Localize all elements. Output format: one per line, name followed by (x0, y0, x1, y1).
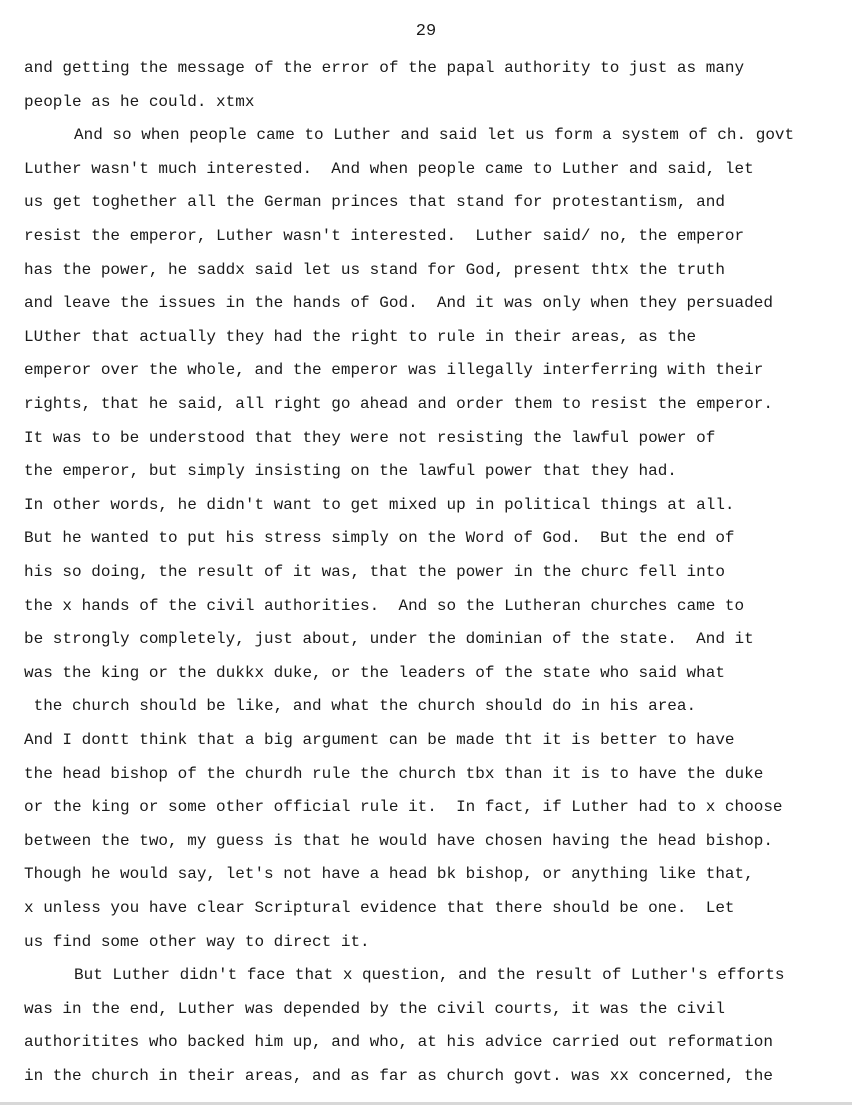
text-line: in the church in their areas, and as far as church govt. was xx concerned, the (24, 1067, 773, 1085)
text-line: the emperor, but simply insisting on the lawful power that they had. (24, 462, 677, 481)
text-line: But Luther didn't face that x question, and the result of Luther's efforts (74, 966, 785, 985)
text-line: and getting the message of the error of the papal authority to just as many (24, 59, 745, 77)
text-line: In other words, he didn't want to get mixed up in political things at all. (24, 495, 735, 514)
text-line: or the king or some other official rule it. In fact, if Luther had to x choose (24, 798, 783, 817)
text-line: be strongly completely, just about, under the dominian of the state. And it (24, 630, 754, 649)
text-line: And I dontt think that a big argument can be made tht it is better to have (24, 731, 735, 749)
text-line: between the two, my guess is that he would have chosen having the head bishop. (24, 831, 773, 850)
text-line: us find some other way to direct it. (24, 932, 370, 951)
text-line: But he wanted to put his stress simply on the Word of God. But the end of (24, 529, 735, 548)
text-line: emperor over the whole, and the emperor was illegally interferring with their (24, 361, 764, 380)
text-line: Though he would say, let's not have a head bk bishop, or anything like that, (24, 865, 754, 884)
text-line: was in the end, Luther was depended by the civil courts, it was the civil (24, 999, 725, 1018)
text-line: his so doing, the result of it was, that the power in the churc fell into (24, 563, 725, 581)
text-line: was the king or the dukkx duke, or the leaders of the state who said what (24, 663, 725, 682)
text-line: It was to be understood that they were not resisting the lawful power of (24, 428, 716, 447)
text-line: the head bishop of the churdh rule the church tbx than it is to have the duke (24, 764, 764, 783)
text-line: has the power, he saddx said let us stand for God, present thtx the truth (24, 260, 725, 279)
text-line: authoritites who backed him up, and who, at his advice carried out reformation (24, 1033, 773, 1052)
text-line: the x hands of the civil authorities. And so the Lutheran churches came to (24, 596, 745, 615)
text-line: and leave the issues in the hands of God. And it was only when they persuaded (24, 294, 773, 313)
text-line: rights, that he said, all right go ahead and order them to resist the emperor. (24, 395, 773, 413)
text-line: LUther that actually they had the right to rule in their areas, as the (24, 327, 697, 346)
text-line: the church should be like, and what the church should do in his area. (24, 697, 697, 716)
text-line: resist the emperor, Luther wasn't interested. Luther said/ no, the emperor (24, 227, 745, 245)
text-line: And so when people came to Luther and said let us form a system of ch. govt (74, 126, 795, 145)
text-line: us get toghether all the German princes that stand for protestantism, and (24, 193, 725, 212)
text-line: x unless you have clear Scriptural evidence that there should be one. Let (24, 899, 735, 917)
text-line: Luther wasn't much interested. And when people came to Luther and said, let (24, 159, 754, 178)
page-number: 29 (415, 22, 437, 41)
text-line: people as he could. xtmx (24, 92, 255, 111)
